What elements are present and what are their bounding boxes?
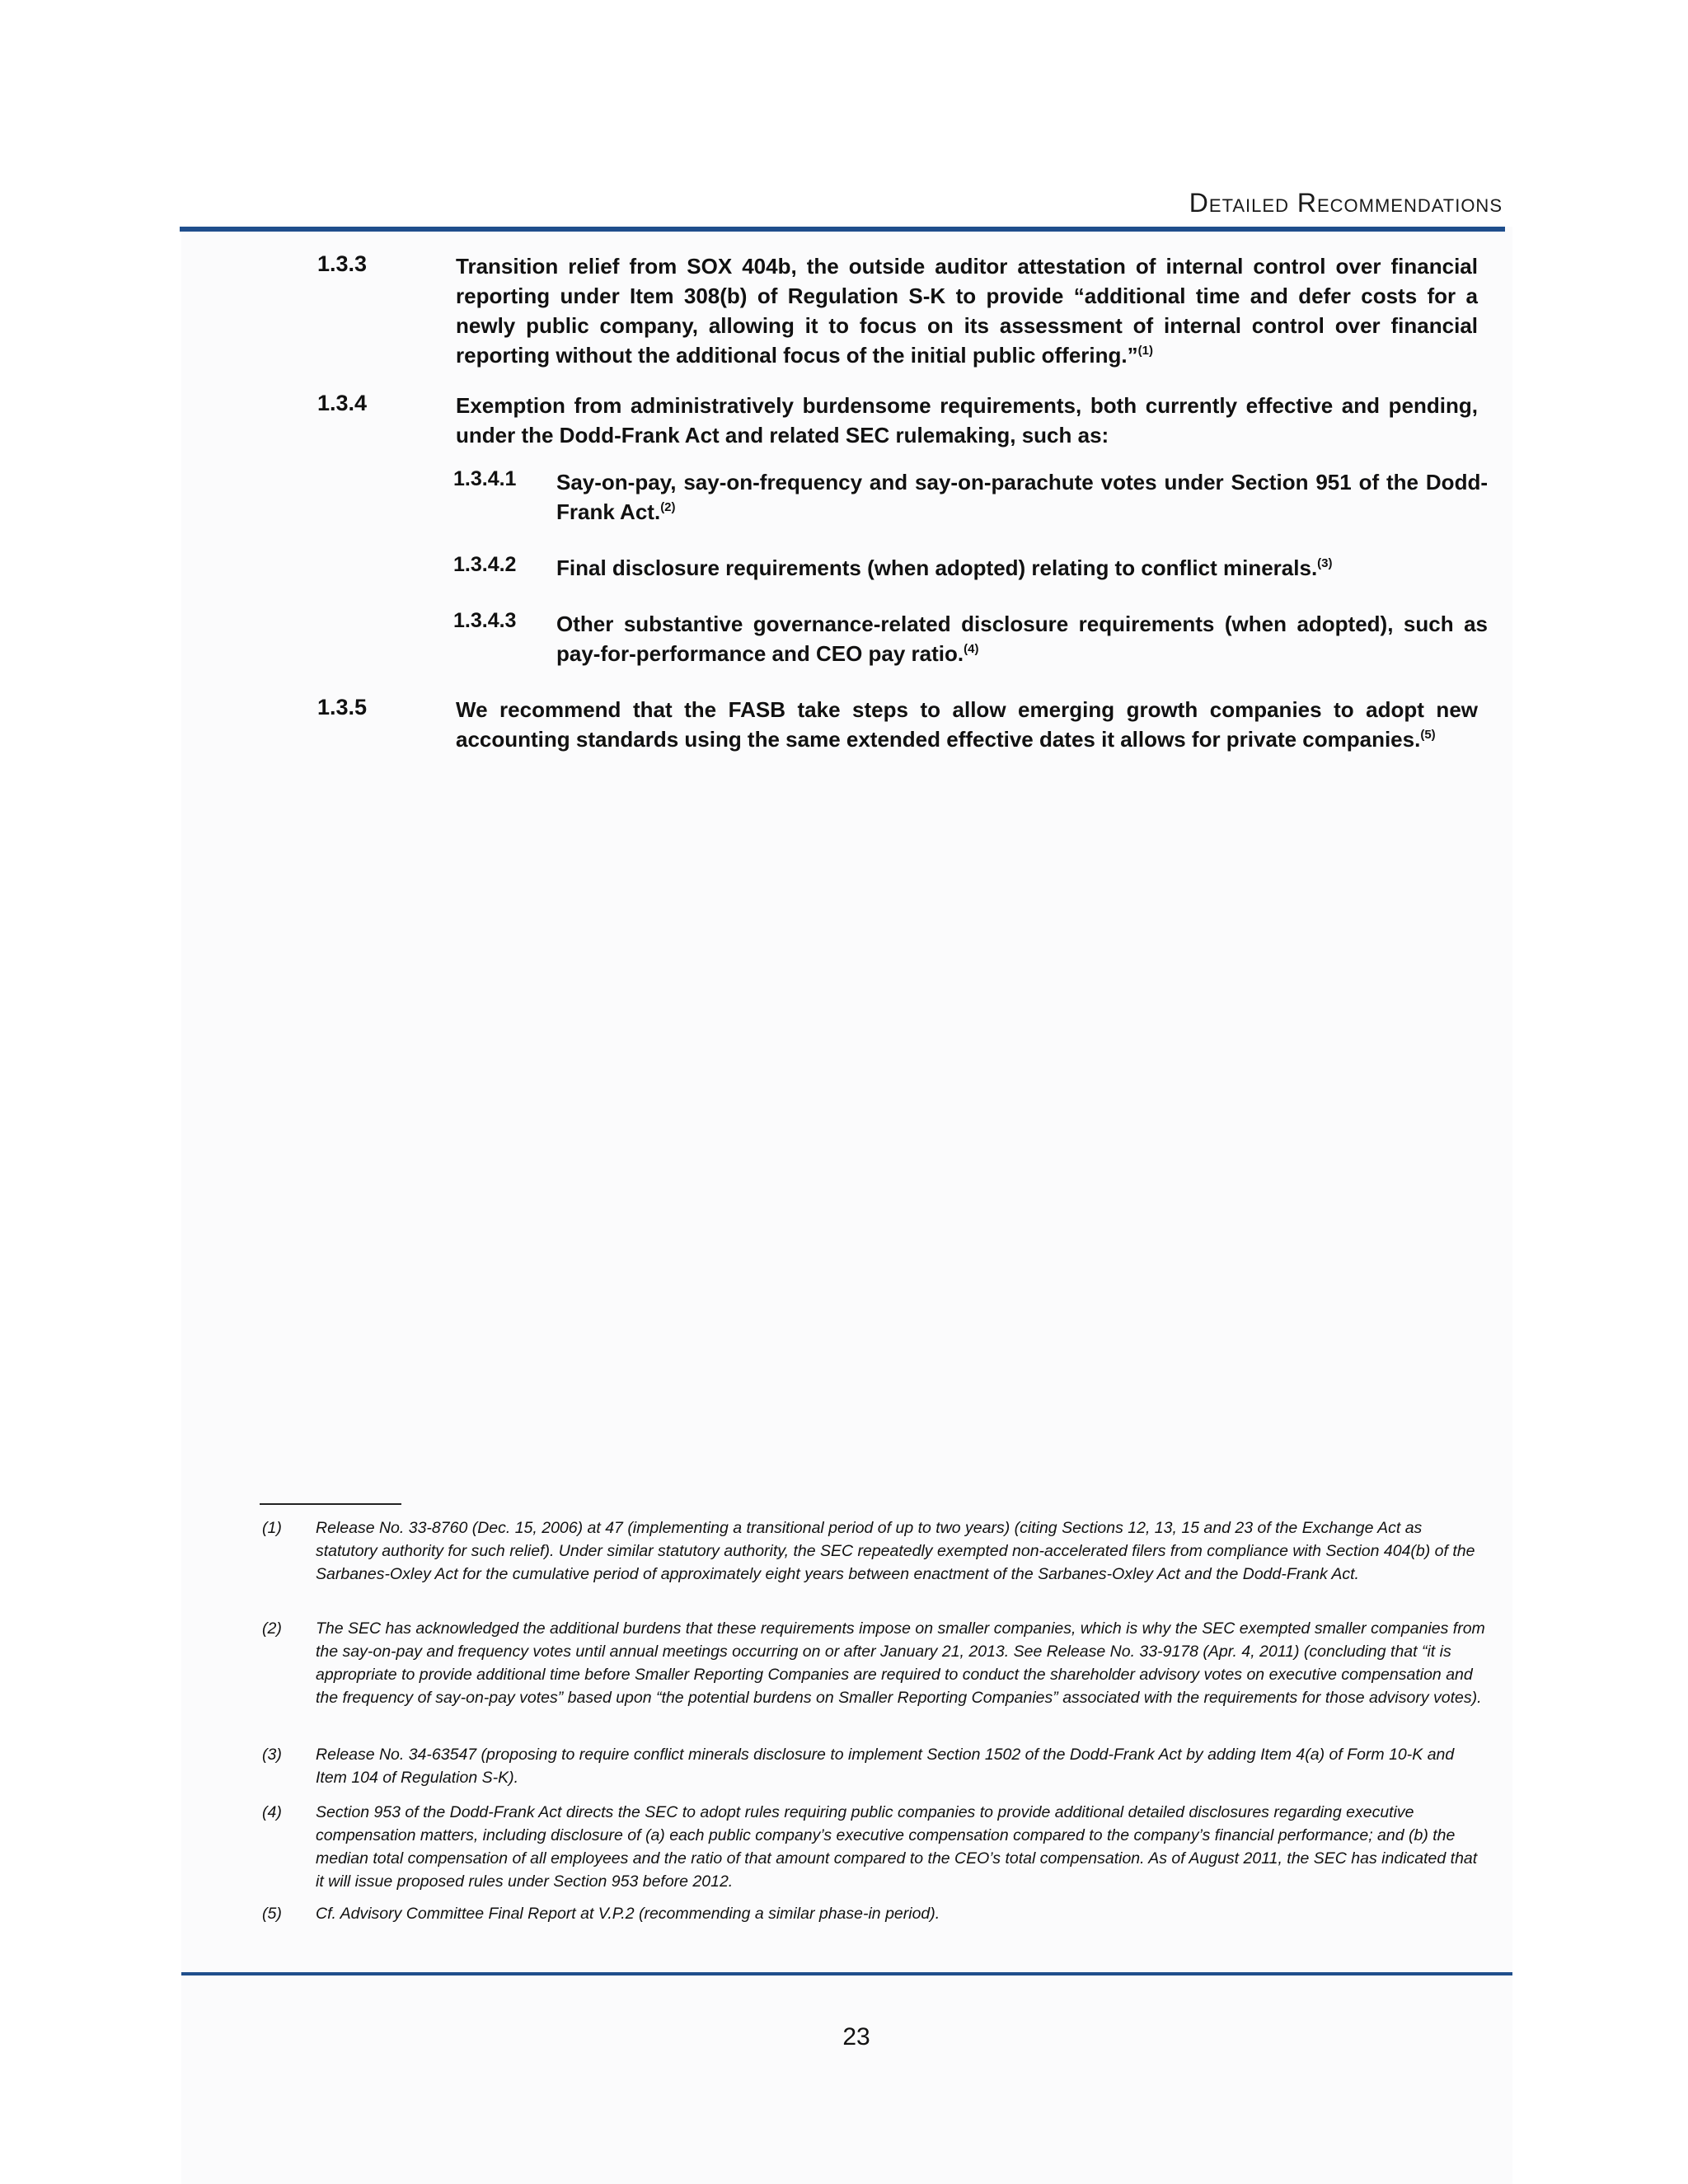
section-number: 1.3.4 — [317, 391, 368, 415]
footnote-number: (3) — [262, 1746, 282, 1764]
section-body: Transition relief from SOX 404b, the outside auditor attestation of internal control over financial reporting under Item 308(b) of Regulation S-K to provide “additional time and defer costs for a newly public company, allowing it to focus on its assessment of internal control over financial reporting without the additional focus of the initial public offering.” — [456, 254, 1478, 368]
subsection-body: Say-on-pay, say-on-frequency and say-on-parachute votes under Section 951 of the Dodd-Frank Act. — [556, 470, 1488, 524]
subsection-number: 1.3.4.1 — [453, 467, 517, 490]
footnote-ref[interactable]: (4) — [964, 642, 979, 656]
subsection-text — [556, 609, 1488, 668]
section-number: 1.3.3 — [317, 251, 368, 276]
section-body: Exemption from administratively burdensome requirements, both currently effective and pending, under the Dodd-Frank Act and related SEC rulemaking, such as: — [456, 393, 1478, 448]
subsection-body: Final disclosure requirements (when adopted) relating to conflict minerals. — [556, 555, 1318, 580]
footnote-number: (2) — [262, 1619, 282, 1638]
subsection-text — [556, 553, 1488, 583]
footnote-ref[interactable]: (2) — [660, 500, 676, 514]
footnote-number: (5) — [262, 1905, 282, 1923]
header-rule — [180, 227, 1505, 232]
footnote-text: Cf. Advisory Committee Final Report at V.P.2 (recommending a similar phase-in period). — [316, 1905, 940, 1923]
subsection-text — [556, 467, 1488, 527]
footnote-ref[interactable]: (5) — [1420, 728, 1436, 742]
footnote-text: Release No. 34-63547 (proposing to require conflict minerals disclosure to implement Section 1502 of the Dodd-Frank Act by adding Item 4(a) of Form 10-K and Item 104 of Regulation S-K). — [316, 1746, 1455, 1787]
footnote-number: (1) — [262, 1519, 282, 1537]
section-text — [456, 695, 1478, 754]
section-body: We recommend that the FASB take steps to allow emerging growth companies to adopt new accounting standards using the same extended effective dates it allows for private companies. — [456, 697, 1478, 752]
footnote-ref[interactable]: (3) — [1317, 556, 1333, 570]
section-text — [456, 391, 1478, 450]
page-header-title: Detailed Recommendations — [1189, 188, 1503, 218]
section-number: 1.3.5 — [317, 695, 368, 719]
footnote-text: The SEC has acknowledged the additional burdens that these requirements impose on smaller companies, which is why the SEC exempted smaller companies from the say-on-pay and frequency votes until annual meetings occurring on or after January 21, 2013. See Release No. 33-9178 (Apr. 4, 2011) (concluding that “it is appropriate to provide additional time before Smaller Reporting Companies are required to conduct the shareholder advisory votes on executive compensation and the frequency of say-on-pay votes” based upon “the potential burdens on Smaller Reporting Companies” associated with the requirements for those advisory votes). — [316, 1619, 1485, 1707]
footer-rule — [181, 1972, 1512, 1975]
footnote-text: Release No. 33-8760 (Dec. 15, 2006) at 47 (implementing a transitional period of up to two years) (citing Sections 12, 13, 15 and 23 of the Exchange Act as statutory authority for such relief). Under similar statutory authority, the SEC repeatedly exempted non-accelerated filers from compliance with Section 404(b) of the Sarbanes-Oxley Act for the cumulative period of approximately eight years between enactment of the Sarbanes-Oxley Act and the Dodd-Frank Act. — [316, 1519, 1475, 1583]
page-number: 23 — [842, 2023, 870, 2050]
footnote-number: (4) — [262, 1803, 282, 1821]
section-text — [456, 251, 1478, 370]
subsection-body: Other substantive governance-related disclosure requirements (when adopted), such as pay-for-performance and CEO pay ratio. — [556, 612, 1488, 666]
subsection-number: 1.3.4.2 — [453, 553, 517, 576]
footnote-separator — [260, 1503, 401, 1505]
subsection-number: 1.3.4.3 — [453, 609, 517, 632]
footnote-text: Section 953 of the Dodd-Frank Act directs the SEC to adopt rules requiring public companies to provide additional detailed disclosures regarding executive compensation matters, including disclosure of (a) each public company’s executive compensation compared to the company’s financial performance; and (b) the median total compensation of all employees and the ratio of that amount compared to the CEO’s total compensation. As of August 2011, the SEC has indicated that it will issue proposed rules under Section 953 before 2012. — [316, 1803, 1478, 1891]
footnote-ref[interactable]: (1) — [1137, 344, 1153, 358]
